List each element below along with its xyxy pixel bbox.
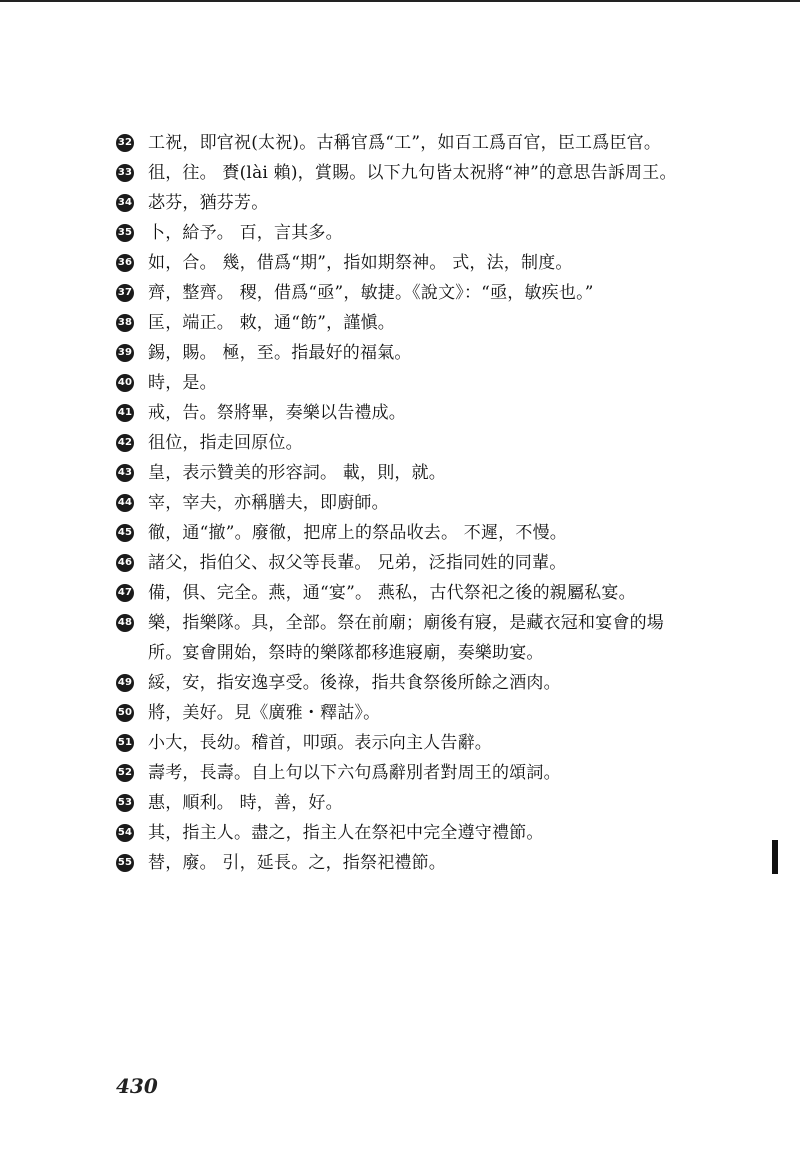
note-number-badge: 53	[116, 794, 134, 812]
note-number-badge: 38	[116, 314, 134, 332]
note-number-badge: 44	[116, 494, 134, 512]
margin-mark	[772, 840, 778, 874]
note-text: 工祝，即官祝(太祝)。古稱官爲“工”，如百工爲百官，臣工爲臣官。	[148, 133, 662, 153]
note-text: 徂，往。 賚(lài 賴)，賞賜。以下九句皆太祝將“神”的意思告訴周王。	[148, 163, 677, 183]
note-50	[116, 698, 696, 728]
note-37	[116, 278, 696, 308]
note-text: 備，俱、完全。燕，通“宴”。 燕私，古代祭祀之後的親屬私宴。	[148, 583, 636, 603]
note-45	[116, 518, 696, 548]
note-number-badge: 42	[116, 434, 134, 452]
note-number-badge: 34	[116, 194, 134, 212]
note-number-badge: 50	[116, 704, 134, 722]
note-number-badge: 37	[116, 284, 134, 302]
note-number-badge: 45	[116, 524, 134, 542]
note-text: 將，美好。見《廣雅・釋詁》。	[148, 703, 381, 723]
note-39	[116, 338, 696, 368]
note-52	[116, 758, 696, 788]
note-text: 齊，整齊。 稷，借爲“亟”，敏捷。《說文》：“亟，敏疾也。”	[148, 283, 594, 303]
note-text: 錫，賜。 極，至。指最好的福氣。	[148, 343, 412, 363]
note-38	[116, 308, 696, 338]
note-number-badge: 39	[116, 344, 134, 362]
note-text: 苾芬，猶芬芳。	[148, 193, 269, 213]
note-49	[116, 668, 696, 698]
note-51	[116, 728, 696, 758]
note-text: 如，合。 幾，借爲“期”，指如期祭神。 式，法，制度。	[148, 253, 573, 273]
note-text: 徂位，指走回原位。	[148, 433, 303, 453]
note-text: 徹，通“撤”。廢徹，把席上的祭品收去。 不遲，不慢。	[148, 523, 567, 543]
note-number-badge: 41	[116, 404, 134, 422]
note-text: 戒，告。祭將畢，奏樂以告禮成。	[148, 403, 406, 423]
note-44	[116, 488, 696, 518]
note-48	[116, 608, 696, 668]
note-33	[116, 158, 696, 188]
note-42	[116, 428, 696, 458]
note-number-badge: 40	[116, 374, 134, 392]
note-text: 小大，長幼。稽首，叩頭。表示向主人告辭。	[148, 733, 492, 753]
note-number-badge: 51	[116, 734, 134, 752]
note-text: 皇，表示贊美的形容詞。 載，則，就。	[148, 463, 447, 483]
note-number-badge: 32	[116, 134, 134, 152]
note-text: 替，廢。 引，延長。之，指祭祀禮節。	[148, 853, 447, 873]
note-number-badge: 52	[116, 764, 134, 782]
note-number-badge: 47	[116, 584, 134, 602]
note-43	[116, 458, 696, 488]
note-text: 惠，順利。 時，善，好。	[148, 793, 343, 813]
note-number-badge: 43	[116, 464, 134, 482]
note-46	[116, 548, 696, 578]
note-number-badge: 35	[116, 224, 134, 242]
note-number-badge: 46	[116, 554, 134, 572]
note-number-badge: 48	[116, 614, 134, 632]
note-number-badge: 33	[116, 164, 134, 182]
note-34	[116, 188, 696, 218]
note-text: 樂，指樂隊。具，全部。祭在前廟；廟後有寢，是藏衣冠和宴會的場所。宴會開始，祭時的樂隊都移進寢廟，奏樂助宴。	[148, 613, 664, 663]
note-number-badge: 55	[116, 854, 134, 872]
note-text: 卜，給予。 百，言其多。	[148, 223, 343, 243]
note-text: 壽考，長壽。自上句以下六句爲辭別者對周王的頌詞。	[148, 763, 561, 783]
note-41	[116, 398, 696, 428]
page-number: 430	[116, 1074, 158, 1098]
note-55	[116, 848, 696, 878]
note-53	[116, 788, 696, 818]
note-text: 時，是。	[148, 373, 217, 393]
top-edge-rule	[0, 0, 800, 2]
note-text: 其，指主人。盡之，指主人在祭祀中完全遵守禮節。	[148, 823, 544, 843]
note-text: 匡，端正。 敕，通“飭”，謹愼。	[148, 313, 395, 333]
note-35	[116, 218, 696, 248]
note-number-badge: 36	[116, 254, 134, 272]
note-40	[116, 368, 696, 398]
note-text: 宰，宰夫，亦稱膳夫，即廚師。	[148, 493, 389, 513]
annotation-list	[116, 128, 696, 878]
note-number-badge: 49	[116, 674, 134, 692]
note-text: 綏，安，指安逸享受。後祿，指共食祭後所餘之酒肉。	[148, 673, 561, 693]
note-36	[116, 248, 696, 278]
note-32	[116, 128, 696, 158]
note-47	[116, 578, 696, 608]
note-text: 諸父，指伯父、叔父等長輩。 兄弟，泛指同姓的同輩。	[148, 553, 567, 573]
note-number-badge: 54	[116, 824, 134, 842]
note-54	[116, 818, 696, 848]
